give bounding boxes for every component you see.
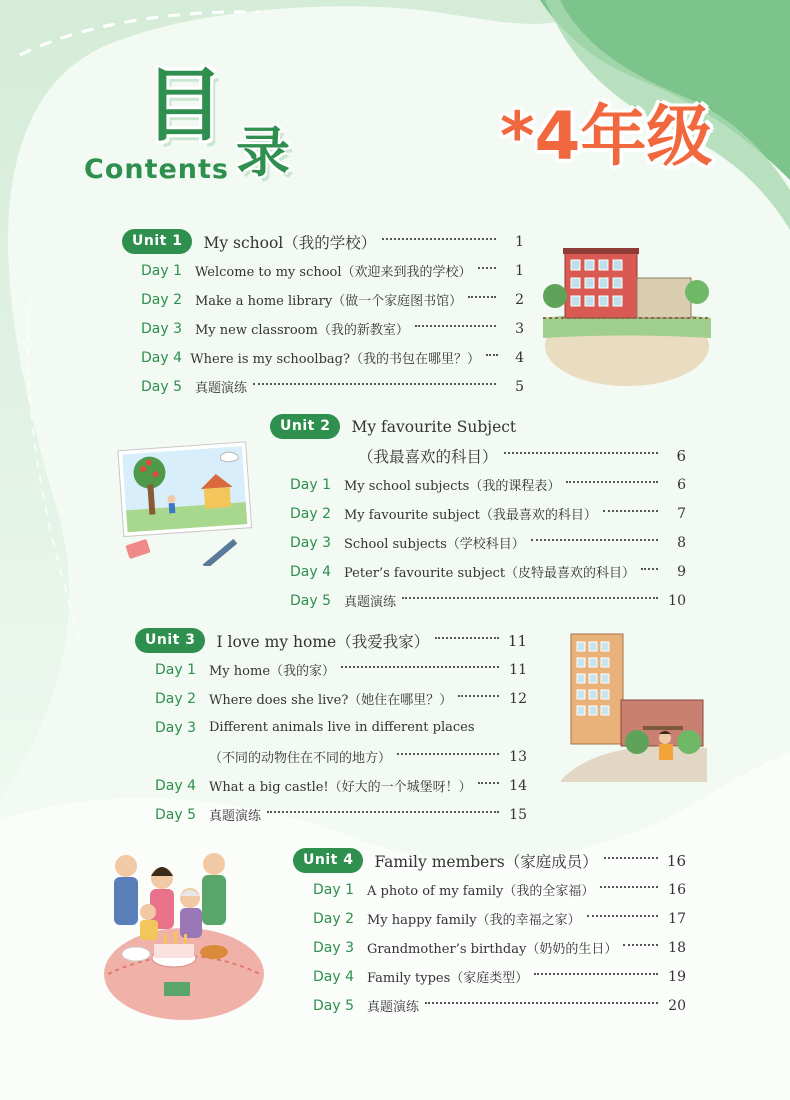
- day-label: Day 4: [313, 968, 355, 985]
- leader-dots: [531, 539, 658, 541]
- day-label: Day 2: [155, 690, 197, 707]
- leader-dots: [402, 597, 658, 599]
- leader-dots: [641, 568, 658, 570]
- title-en: Contents: [84, 154, 230, 185]
- leader-dots: [486, 354, 498, 356]
- page-number: 17: [668, 910, 686, 927]
- family-birthday-illustration: [100, 848, 268, 1026]
- page-number: 12: [509, 690, 527, 707]
- title-cn-2: 录: [236, 121, 290, 184]
- lesson-title: My new classroom（我的新教室）: [195, 323, 409, 338]
- page-number: 1: [515, 262, 524, 279]
- leader-dots: [566, 481, 658, 483]
- day-label: Day 4: [290, 563, 332, 580]
- page-number: 20: [668, 997, 686, 1014]
- toc-row[interactable]: [293, 962, 686, 991]
- day-label: Day 2: [290, 505, 332, 522]
- unit-heading[interactable]: [122, 227, 524, 256]
- toc-row[interactable]: [122, 314, 524, 343]
- unit-title-line2: （我最喜欢的科目）: [358, 447, 498, 466]
- unit-1: [122, 227, 524, 401]
- leader-dots: [341, 666, 499, 668]
- toc-row[interactable]: [270, 586, 686, 615]
- unit-badge: Unit 2: [270, 414, 340, 439]
- lesson-title-line2: （不同的动物住在不同的地方）: [209, 751, 392, 766]
- title-cn-1: 目: [144, 59, 224, 152]
- day-label: Day 3: [290, 534, 332, 551]
- leader-dots: [478, 782, 499, 784]
- lesson-title: Where does she live?（她住在哪里？）: [209, 693, 453, 708]
- lesson-title: 真题演练: [195, 381, 248, 396]
- page-number: 18: [668, 939, 686, 956]
- page-number: 16: [666, 851, 686, 870]
- day-label: Day 5: [155, 806, 197, 823]
- day-label: Day 1: [141, 262, 183, 279]
- drawing-paper-illustration: [113, 438, 263, 566]
- toc-row[interactable]: [122, 372, 524, 401]
- unit-badge: Unit 4: [293, 848, 363, 873]
- day-label: Day 5: [141, 378, 183, 395]
- page-number: 3: [515, 320, 524, 337]
- unit-2: [270, 412, 686, 615]
- lesson-title: Welcome to my school（欢迎来到我的学校）: [195, 265, 472, 280]
- lesson-title: 真题演练: [344, 595, 397, 610]
- day-label: Day 2: [313, 910, 355, 927]
- page-number: 19: [668, 968, 686, 985]
- day-label: Day 5: [313, 997, 355, 1014]
- toc-row[interactable]: [293, 933, 686, 962]
- leader-dots: [397, 753, 499, 755]
- day-label: Day 3: [155, 719, 197, 736]
- toc-row[interactable]: [135, 800, 527, 829]
- lesson-title: Different animals live in different places: [209, 720, 475, 735]
- unit-heading[interactable]: [135, 626, 527, 655]
- lesson-title: Peter’s favourite subject（皮特最喜欢的科目）: [344, 566, 636, 581]
- leader-dots: [600, 886, 658, 888]
- leader-dots: [435, 637, 499, 639]
- page-number: 14: [509, 777, 527, 794]
- page-number: 10: [668, 592, 686, 609]
- grade-label: *4年级: [500, 98, 713, 175]
- day-label: Day 3: [313, 939, 355, 956]
- toc-row-continued[interactable]: [135, 742, 527, 771]
- leader-dots: [478, 267, 496, 269]
- leader-dots: [267, 811, 499, 813]
- toc-row[interactable]: [270, 499, 686, 528]
- page-number: 6: [676, 446, 686, 465]
- unit-heading-line2[interactable]: [270, 441, 686, 470]
- unit-4: [293, 846, 686, 1020]
- leader-dots: [534, 973, 658, 975]
- toc-row[interactable]: [122, 256, 524, 285]
- toc-row[interactable]: [135, 655, 527, 684]
- lesson-title: 真题演练: [209, 809, 262, 824]
- leader-dots: [458, 695, 499, 697]
- unit-badge: Unit 3: [135, 628, 205, 653]
- day-label: Day 4: [141, 349, 183, 366]
- toc-row[interactable]: [135, 713, 527, 742]
- page-number: 11: [509, 661, 527, 678]
- leader-dots: [603, 510, 658, 512]
- toc-row[interactable]: [293, 875, 686, 904]
- page-number: 6: [677, 476, 686, 493]
- leader-dots: [587, 915, 658, 917]
- lesson-title: My favourite subject（我最喜欢的科目）: [344, 508, 597, 523]
- day-label: Day 1: [155, 661, 197, 678]
- day-label: Day 3: [141, 320, 183, 337]
- toc-row[interactable]: [122, 285, 524, 314]
- page-number: 5: [515, 378, 524, 395]
- day-label: Day 4: [155, 777, 197, 794]
- day-label: Day 1: [290, 476, 332, 493]
- toc-row[interactable]: [270, 557, 686, 586]
- day-label: Day 5: [290, 592, 332, 609]
- leader-dots: [468, 296, 496, 298]
- lesson-title: My happy family（我的幸福之家）: [367, 913, 581, 928]
- page-number: 11: [507, 631, 527, 650]
- unit-title: Family members（家庭成员）: [374, 852, 598, 871]
- page-number: 13: [509, 748, 527, 765]
- day-label: Day 2: [141, 291, 183, 308]
- lesson-title: Grandmother’s birthday（奶奶的生日）: [367, 942, 618, 957]
- unit-title: I love my home（我爱我家）: [216, 632, 430, 651]
- lesson-title: What a big castle!（好大的一个城堡呀！）: [209, 780, 472, 795]
- lesson-title: My home（我的家）: [209, 664, 336, 679]
- day-label: Day 1: [313, 881, 355, 898]
- leader-dots: [382, 238, 496, 240]
- apartment-garden-illustration: [561, 630, 707, 782]
- unit-3: [135, 626, 527, 829]
- toc-row[interactable]: [270, 528, 686, 557]
- page-number: 7: [677, 505, 686, 522]
- school-building-illustration: [543, 238, 711, 388]
- leader-dots: [623, 944, 658, 946]
- lesson-title: School subjects（学校科目）: [344, 537, 525, 552]
- leader-dots: [425, 1002, 658, 1004]
- unit-title: My school（我的学校）: [203, 233, 377, 252]
- unit-heading[interactable]: [270, 412, 686, 441]
- leader-dots: [253, 383, 496, 385]
- page-number: 4: [515, 349, 524, 366]
- unit-badge: Unit 1: [122, 229, 192, 254]
- toc-row[interactable]: [293, 904, 686, 933]
- toc-row[interactable]: [122, 343, 524, 372]
- toc-row[interactable]: [135, 771, 527, 800]
- toc-row[interactable]: [270, 470, 686, 499]
- leader-dots: [415, 325, 496, 327]
- page-number: 8: [677, 534, 686, 551]
- leader-dots: [604, 857, 658, 859]
- lesson-title: My school subjects（我的课程表）: [344, 479, 561, 494]
- lesson-title: Make a home library（做一个家庭图书馆）: [195, 294, 463, 309]
- unit-heading[interactable]: [293, 846, 686, 875]
- toc-row[interactable]: [135, 684, 527, 713]
- unit-title: My favourite Subject: [351, 417, 517, 436]
- lesson-title: A photo of my family（我的全家福）: [367, 884, 595, 899]
- page-number: 16: [668, 881, 686, 898]
- toc-row[interactable]: [293, 991, 686, 1020]
- leader-dots: [504, 452, 658, 454]
- page-number: 2: [515, 291, 524, 308]
- lesson-title: 真题演练: [367, 1000, 420, 1015]
- lesson-title: Family types（家庭类型）: [367, 971, 529, 986]
- lesson-title: Where is my schoolbag?（我的书包在哪里？）: [190, 352, 480, 367]
- page-number: 1: [515, 233, 524, 250]
- page-number: 9: [677, 563, 686, 580]
- page-number: 15: [509, 806, 527, 823]
